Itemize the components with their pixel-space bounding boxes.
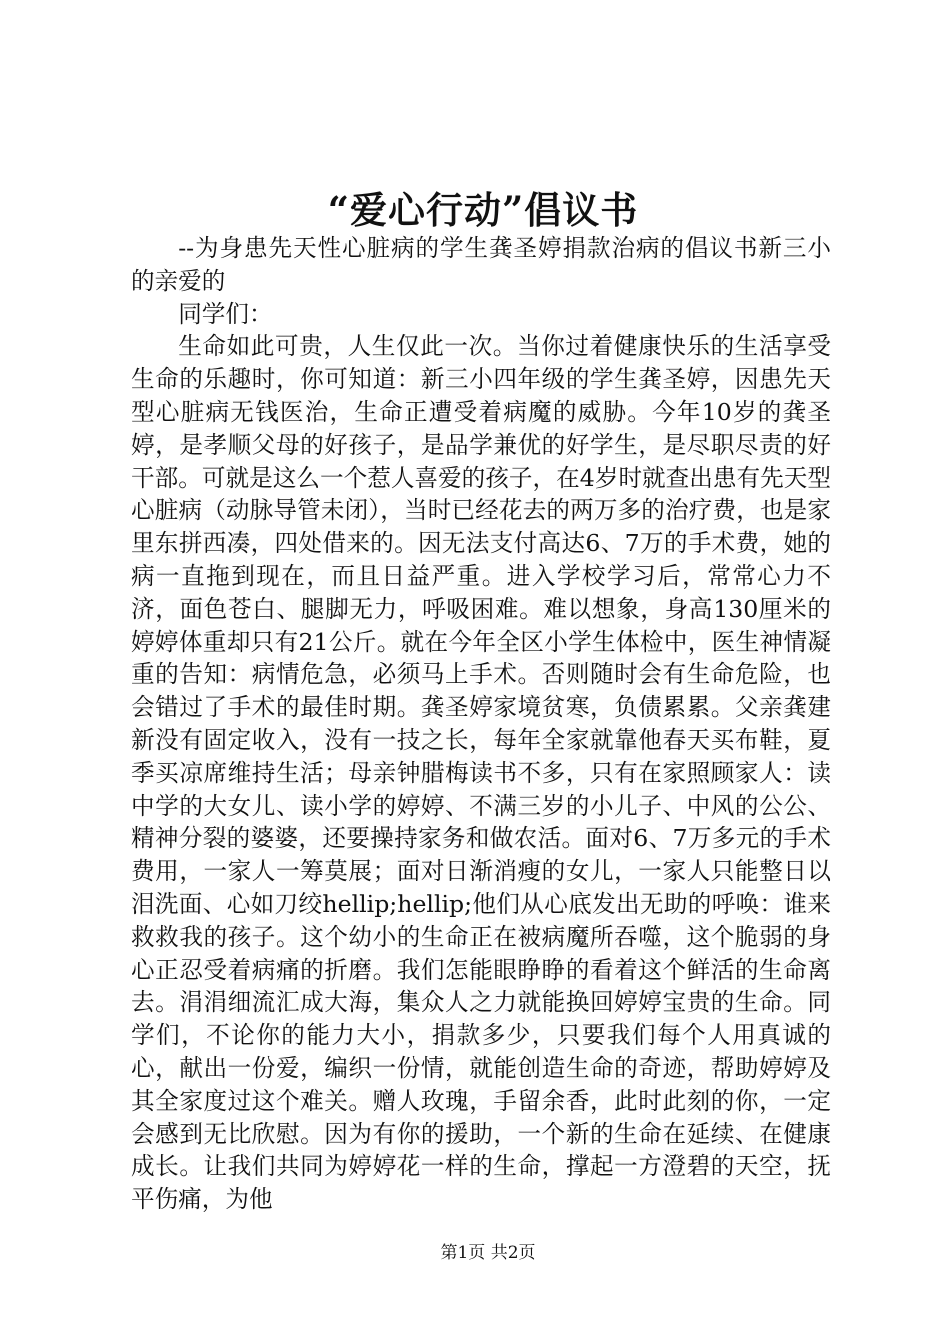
subtitle-paragraph: --为身患先天性心脏病的学生龚圣婷捐款治病的倡议书新三小的亲爱的 [131, 234, 831, 295]
document-title: “爱心行动”倡议书 [327, 188, 639, 232]
salutation-paragraph: 同学们： [178, 299, 273, 328]
body-paragraph: 生命如此可贵，人生仅此一次。当你过着健康快乐的生活享受生命的乐趣时，你可知道：新三小四年级的学生龚圣婷，因患先天型心脏病无钱医治，生命正遭受着病魔的威胁。今年10岁的龚圣婷，是孝顺父母的好孩子，是品学兼优的好学生，是尽职尽责的好干部。可就是这么一个惹人喜爱的孩子，在4岁时就查出患有先天型心脏病（动脉导管未闭），当时已经花去的两万多的治疗费，也是家里东拼西凑，四处借来的。因无法支付高达6、7万的手术费，她的病一直拖到现在，而且日益严重。进入学校学习后，常常心力不济，面色苍白、腿脚无力，呼吸困难。难以想象，身高130厘米的婷婷体重却只有21公斤。就在今年全区小学生体检中，医生神情凝重的告知：病情危急，必须马上手术。否则随时会有生命危险，也会错过了手术的最佳时期。龚圣婷家境贫寒，负债累累。父亲龚建新没有固定收入，没有一技之长，每年全家就靠他春天买布鞋，夏季买凉席维持生活；母亲钟腊梅读书不多，只有在家照顾家人：读中学的大女儿、读小学的婷婷、不满三岁的小儿子、中风的公公、精神分裂的婆婆，还要操持家务和做农活。面对6、7万多元的手术费用，一家人一筹莫展；面对日渐消瘦的女儿，一家人只能整日以泪洗面、心如刀绞hellip;hellip;他们从心底发出无助的呼唤：谁来救救我的孩子。这个幼小的生命正在被病魔所吞噬，这个脆弱的身心正忍受着病痛的折磨。我们怎能眼睁睁的看着这个鲜活的生命离去。涓涓细流汇成大海，集众人之力就能换回婷婷宝贵的生命。同学们，不论你的能力大小，捐款多少，只要我们每个人用真诚的心，献出一份爱，编织一份情，就能创造生命的奇迹，帮助婷婷及其全家度过这个难关。赠人玫瑰，手留余香，此时此刻的你，一定会感到无比欣慰。因为有你的援助，一个新的生命在延续、在健康成长。让我们共同为婷婷花一样的生命，撑起一方澄碧的天空，抚平伤痛，为他 [131, 332, 831, 1214]
document-body [131, 232, 831, 1216]
page-number: 第1页 共2页 [440, 1243, 536, 1263]
